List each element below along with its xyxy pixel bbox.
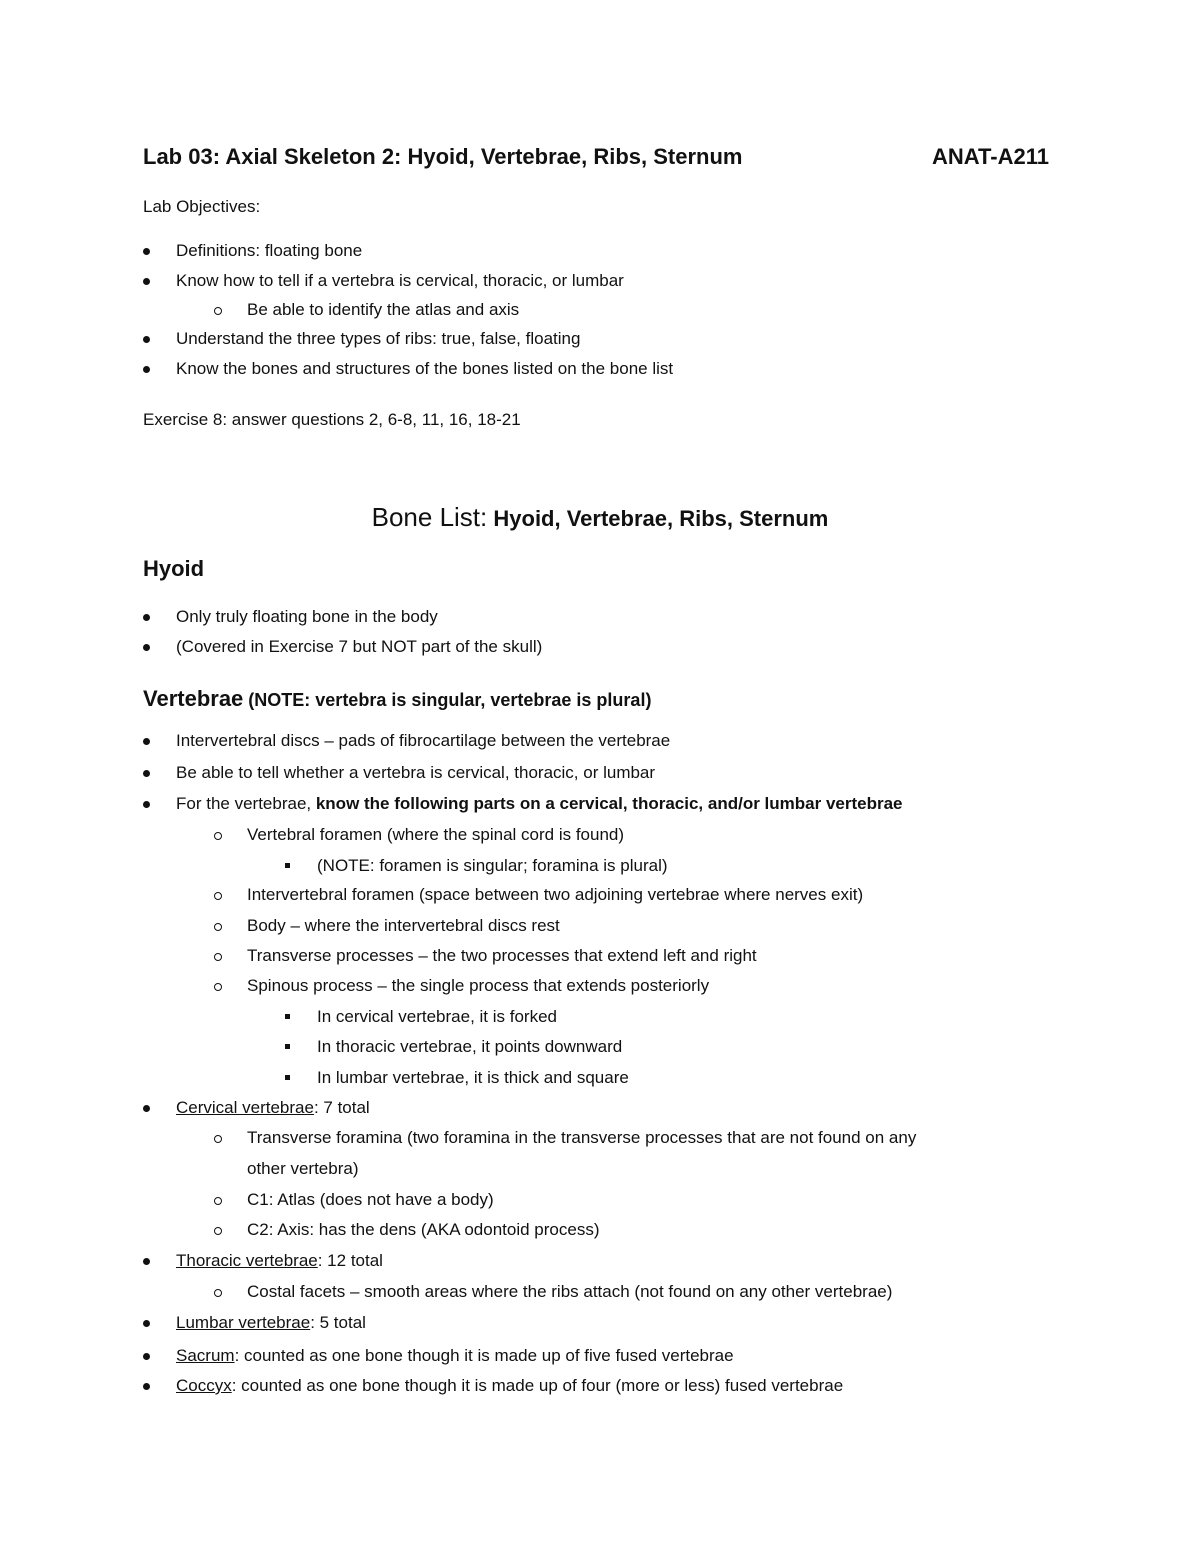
bullet-icon <box>143 738 150 745</box>
sacrum-label: Sacrum <box>176 1346 235 1365</box>
bullet-icon <box>143 801 150 808</box>
circle-bullet-icon <box>214 923 222 931</box>
bullet-icon <box>143 278 150 285</box>
lab-title: Lab 03: Axial Skeleton 2: Hyoid, Vertebrae, Ribs, Sternum <box>143 144 743 169</box>
bullet-icon <box>143 1320 150 1327</box>
circle-bullet-icon <box>214 953 222 961</box>
cervical-detail: Transverse foramina (two foramina in the transverse processes that are not found on any <box>247 1128 917 1147</box>
lumbar-value: : 5 total <box>310 1313 366 1332</box>
bullet-icon <box>143 1105 150 1112</box>
objective-item: Know the bones and structures of the bones listed on the bone list <box>176 359 674 378</box>
thoracic-label: Thoracic vertebrae <box>176 1251 318 1270</box>
bone-list-title <box>0 502 1200 533</box>
vertebrae-parts-bold: know the following parts on a cervical, thoracic, and/or lumbar vertebrae <box>315 794 903 813</box>
hyoid-item: Only truly floating bone in the body <box>176 607 438 626</box>
bullet-icon <box>143 770 150 777</box>
circle-bullet-icon <box>214 1289 222 1297</box>
bullet-icon <box>143 1258 150 1265</box>
vertebrae-item: Be able to tell whether a vertebra is cervical, thoracic, or lumbar <box>176 763 656 782</box>
objective-subitem: Be able to identify the atlas and axis <box>247 300 520 319</box>
vertebrae-heading-text: Vertebrae <box>143 686 244 711</box>
bullet-icon <box>143 614 150 621</box>
vertebra-part: Intervertebral foramen (space between two adjoining vertebrae where nerves exit) <box>247 885 864 904</box>
coccyx-label: Coccyx <box>176 1376 232 1395</box>
thoracic-value: : 12 total <box>317 1251 383 1270</box>
hyoid-item: (Covered in Exercise 7 but NOT part of the skull) <box>176 637 543 656</box>
vertebra-part: Vertebral foramen (where the spinal cord is found) <box>247 825 625 844</box>
bullet-icon <box>143 248 150 255</box>
bullet-icon <box>143 336 150 343</box>
circle-bullet-icon <box>214 892 222 900</box>
cervical-value: : 7 total <box>313 1098 370 1117</box>
spinous-detail: In lumbar vertebrae, it is thick and square <box>317 1068 629 1087</box>
circle-bullet-icon <box>214 983 222 991</box>
cervical-detail: C1: Atlas (does not have a body) <box>247 1190 494 1209</box>
cervical-detail-continued: other vertebra) <box>247 1159 359 1178</box>
sacrum-value: : counted as one bone though it is made up of five fused vertebrae <box>234 1346 734 1365</box>
bullet-icon <box>143 1353 150 1360</box>
objectives-label: Lab Objectives: <box>143 197 261 216</box>
thoracic-item <box>176 1251 383 1271</box>
vertebrae-parts-item <box>176 794 903 814</box>
circle-bullet-icon <box>214 307 222 315</box>
spinous-detail: In cervical vertebrae, it is forked <box>317 1007 557 1026</box>
square-bullet-icon <box>285 1044 290 1049</box>
square-bullet-icon <box>285 863 290 868</box>
circle-bullet-icon <box>214 1135 222 1143</box>
cervical-item <box>176 1098 370 1118</box>
bullet-icon <box>143 1383 150 1390</box>
hyoid-heading: Hyoid <box>143 556 205 581</box>
objective-item: Know how to tell if a vertebra is cervical, thoracic, or lumbar <box>176 271 624 290</box>
vertebrae-heading-note: (NOTE: vertebra is singular, vertebrae is plural) <box>243 690 652 710</box>
coccyx-item <box>176 1376 843 1396</box>
thoracic-detail: Costal facets – smooth areas where the ribs attach (not found on any other vertebrae) <box>247 1282 893 1301</box>
cervical-detail: C2: Axis: has the dens (AKA odontoid process) <box>247 1220 600 1239</box>
document-header <box>143 144 1049 176</box>
cervical-label: Cervical vertebrae <box>176 1098 314 1117</box>
spinous-detail: In thoracic vertebrae, it points downward <box>317 1037 623 1056</box>
lumbar-item <box>176 1313 366 1333</box>
bullet-icon <box>143 644 150 651</box>
objective-item: Definitions: floating bone <box>176 241 363 260</box>
square-bullet-icon <box>285 1014 290 1019</box>
circle-bullet-icon <box>214 832 222 840</box>
sacrum-item <box>176 1346 734 1366</box>
vertebrae-item: Intervertebral discs – pads of fibrocartilage between the vertebrae <box>176 731 671 750</box>
circle-bullet-icon <box>214 1227 222 1235</box>
course-code: ANAT-A211 <box>932 144 1049 169</box>
vertebrae-parts-lead: For the vertebrae, <box>176 794 316 813</box>
exercise-assignment: Exercise 8: answer questions 2, 6-8, 11, 16, 18-21 <box>143 410 521 429</box>
coccyx-value: : counted as one bone though it is made up of four (more or less) fused vertebrae <box>231 1376 844 1395</box>
bone-list-title-lead: Bone List: <box>371 502 488 532</box>
circle-bullet-icon <box>214 1197 222 1205</box>
bone-list-title-rest: Hyoid, Vertebrae, Ribs, Sternum <box>487 506 829 531</box>
vertebra-part: Transverse processes – the two processes that extend left and right <box>247 946 757 965</box>
bullet-icon <box>143 366 150 373</box>
vertebrae-heading <box>143 686 651 712</box>
square-bullet-icon <box>285 1075 290 1080</box>
lumbar-label: Lumbar vertebrae <box>176 1313 311 1332</box>
vertebra-part: Body – where the intervertebral discs rest <box>247 916 560 935</box>
vertebra-part: Spinous process – the single process that extends posteriorly <box>247 976 710 995</box>
vertebra-part-note: (NOTE: foramen is singular; foramina is plural) <box>317 856 668 875</box>
objective-item: Understand the three types of ribs: true, false, floating <box>176 329 581 348</box>
